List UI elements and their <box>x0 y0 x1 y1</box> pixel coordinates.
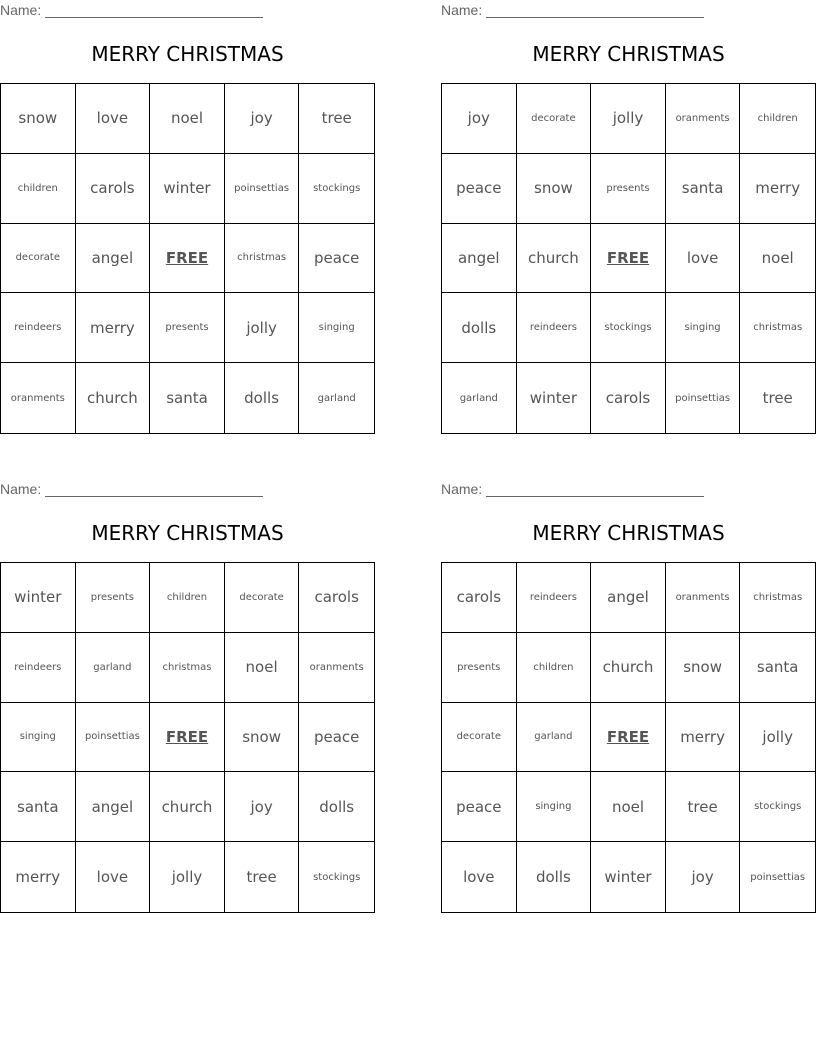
bingo-cell: reindeers <box>1 633 76 703</box>
bingo-cell: love <box>442 842 517 912</box>
bingo-cell: carols <box>76 154 151 224</box>
bingo-cell: angel <box>76 772 151 842</box>
bingo-cell: dolls <box>442 293 517 363</box>
card-title: MERRY CHRISTMAS <box>532 42 725 66</box>
bingo-cell: peace <box>299 224 374 294</box>
bingo-cell: singing <box>299 293 374 363</box>
bingo-cell: merry <box>740 154 815 224</box>
bingo-cell: peace <box>442 772 517 842</box>
bingo-cell: poinsettias <box>750 871 806 883</box>
bingo-cell: children <box>740 84 815 154</box>
bingo-cell: joy <box>225 84 300 154</box>
bingo-cell: santa <box>1 772 76 842</box>
bingo-cell: children <box>517 633 592 703</box>
bingo-cell: garland <box>442 363 517 433</box>
bingo-cell: carols <box>591 363 666 433</box>
bingo-cell: santa <box>150 363 225 433</box>
bingo-cell: oranments <box>1 363 76 433</box>
bingo-cell: christmas <box>150 633 225 703</box>
name-field[interactable] <box>441 2 704 18</box>
name-label: Name: <box>441 2 483 18</box>
bingo-cell: merry <box>666 703 741 773</box>
bingo-grid <box>0 562 375 913</box>
bingo-cell: reindeers <box>517 563 592 633</box>
bingo-cell: joy <box>666 842 741 912</box>
bingo-cell: presents <box>150 293 225 363</box>
bingo-cell: jolly <box>225 293 300 363</box>
bingo-cell: merry <box>76 293 151 363</box>
bingo-cell: winter <box>150 154 225 224</box>
bingo-cell: dolls <box>225 363 300 433</box>
bingo-cell: love <box>666 224 741 294</box>
bingo-cell: noel <box>150 84 225 154</box>
bingo-cell: tree <box>225 842 300 912</box>
bingo-cell: garland <box>517 703 592 773</box>
bingo-cell: christmas <box>740 293 815 363</box>
bingo-cell: singing <box>666 293 741 363</box>
bingo-cell: singing <box>517 772 592 842</box>
card-title: MERRY CHRISTMAS <box>91 42 284 66</box>
bingo-cell: decorate <box>225 563 300 633</box>
name-label: Name: <box>0 2 42 18</box>
bingo-cell: carols <box>299 563 374 633</box>
bingo-cell: singing <box>1 703 76 773</box>
bingo-cell: church <box>591 633 666 703</box>
bingo-cell: decorate <box>1 224 76 294</box>
bingo-cell: tree <box>666 772 741 842</box>
bingo-cell: angel <box>591 563 666 633</box>
bingo-cell: poinsettias <box>76 703 151 773</box>
bingo-cell: church <box>76 363 151 433</box>
bingo-cell: oranments <box>666 563 741 633</box>
bingo-cell: church <box>517 224 592 294</box>
bingo-cell: presents <box>442 633 517 703</box>
bingo-grid <box>0 83 375 434</box>
bingo-cell: angel <box>442 224 517 294</box>
free-space: FREE <box>591 703 666 773</box>
bingo-cell: decorate <box>442 703 517 773</box>
bingo-cell: poinsettias <box>225 154 300 224</box>
name-label: Name: <box>441 481 483 497</box>
bingo-cell: garland <box>317 392 356 404</box>
name-field[interactable] <box>441 481 704 497</box>
bingo-cell: oranments <box>299 633 374 703</box>
free-space: FREE <box>150 224 225 294</box>
name-field[interactable] <box>0 2 263 18</box>
bingo-cell: garland <box>76 633 151 703</box>
card-title: MERRY CHRISTMAS <box>91 521 284 545</box>
name-line[interactable] <box>486 482 704 497</box>
bingo-cell: merry <box>1 842 76 912</box>
card-title: MERRY CHRISTMAS <box>532 521 725 545</box>
bingo-cell: tree <box>762 389 793 408</box>
free-space: FREE <box>150 703 225 773</box>
bingo-cell: jolly <box>740 703 815 773</box>
name-label: Name: <box>0 481 42 497</box>
name-field[interactable] <box>0 481 263 497</box>
bingo-grid <box>441 562 816 913</box>
bingo-cell: noel <box>740 224 815 294</box>
free-space: FREE <box>591 224 666 294</box>
bingo-cell: presents <box>76 563 151 633</box>
bingo-cell: christmas <box>740 563 815 633</box>
bingo-cell: oranments <box>666 84 741 154</box>
bingo-cell: decorate <box>517 84 592 154</box>
bingo-cell: stockings <box>740 772 815 842</box>
bingo-cell: love <box>76 84 151 154</box>
bingo-cell: love <box>76 842 151 912</box>
bingo-cell: reindeers <box>517 293 592 363</box>
bingo-cell: snow <box>517 154 592 224</box>
name-line[interactable] <box>45 482 263 497</box>
bingo-cell: stockings <box>299 154 374 224</box>
bingo-cell: presents <box>591 154 666 224</box>
bingo-cell: snow <box>225 703 300 773</box>
bingo-cell: reindeers <box>1 293 76 363</box>
bingo-cell: winter <box>591 842 666 912</box>
bingo-cell: noel <box>225 633 300 703</box>
bingo-cell: santa <box>666 154 741 224</box>
bingo-cell: joy <box>225 772 300 842</box>
bingo-cell: dolls <box>517 842 592 912</box>
name-line[interactable] <box>45 3 263 18</box>
name-line[interactable] <box>486 3 704 18</box>
bingo-cell: carols <box>442 563 517 633</box>
bingo-cell: peace <box>442 154 517 224</box>
bingo-cell: jolly <box>591 84 666 154</box>
bingo-cell: poinsettias <box>666 363 741 433</box>
bingo-cell: church <box>150 772 225 842</box>
bingo-cell: dolls <box>299 772 374 842</box>
bingo-cell: joy <box>442 84 517 154</box>
bingo-cell: santa <box>740 633 815 703</box>
bingo-cell: children <box>1 154 76 224</box>
bingo-cell: snow <box>666 633 741 703</box>
bingo-cell: snow <box>1 84 76 154</box>
bingo-cell: stockings <box>313 871 361 883</box>
bingo-cell: christmas <box>225 224 300 294</box>
bingo-cell: noel <box>591 772 666 842</box>
bingo-cell: tree <box>299 84 374 154</box>
bingo-cell: stockings <box>591 293 666 363</box>
bingo-cell: children <box>150 563 225 633</box>
bingo-cell: angel <box>76 224 151 294</box>
bingo-grid <box>441 83 816 434</box>
bingo-cell: winter <box>517 363 592 433</box>
bingo-cell: jolly <box>150 842 225 912</box>
bingo-cell: winter <box>1 563 76 633</box>
bingo-cell: peace <box>299 703 374 773</box>
